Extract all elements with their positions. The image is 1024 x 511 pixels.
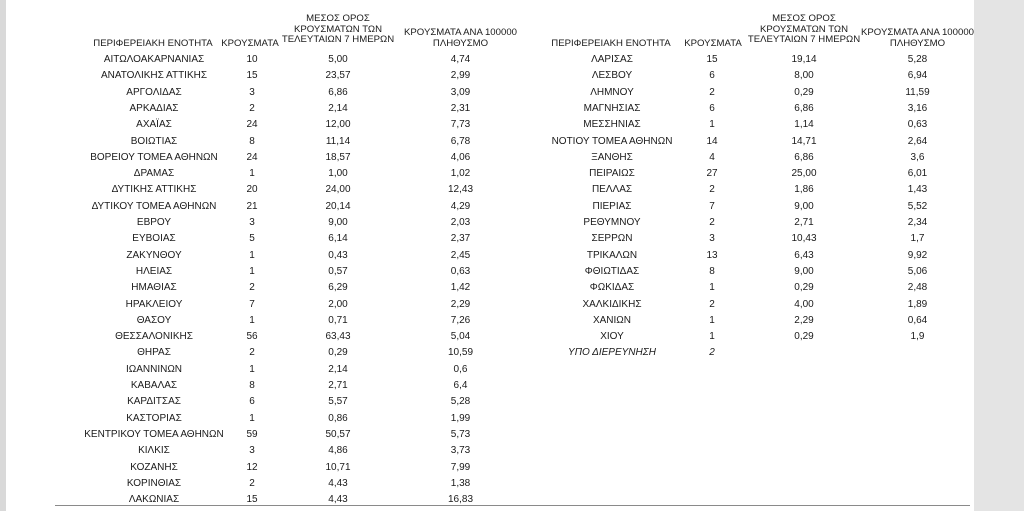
region-cell: ΛΗΜΝΟΥ — [590, 86, 634, 98]
per100k-cell: 0,6 — [453, 363, 468, 375]
table-row — [0, 427, 1024, 443]
cases-cell: 1 — [709, 331, 715, 343]
region-cell: ΕΥΒΟΙΑΣ — [132, 233, 176, 245]
table-row — [0, 68, 1024, 84]
cases-cell: 6 — [709, 102, 715, 114]
avg-cell: 2,14 — [328, 102, 348, 114]
cases-cell: 24 — [246, 119, 258, 131]
region-cell: ΔΡΑΜΑΣ — [133, 168, 175, 180]
region-cell: ΚΕΝΤΡΙΚΟΥ ΤΟΜΕΑ ΑΘΗΝΩΝ — [84, 428, 224, 440]
cases-cell: 21 — [246, 200, 258, 212]
per100k-cell: 1,43 — [907, 184, 928, 196]
avg-cell: 1,86 — [794, 184, 814, 196]
table-row-pending — [0, 345, 1024, 361]
avg-cell: 5,00 — [328, 54, 348, 65]
avg-cell: 50,57 — [325, 428, 351, 440]
region-cell: ΠΙΕΡΙΑΣ — [592, 200, 632, 212]
table-row — [0, 231, 1024, 247]
cases-cell: 2 — [709, 347, 715, 359]
per100k-cell: 6,4 — [453, 380, 468, 391]
per100k-cell: 1,99 — [450, 412, 471, 424]
per100k-cell: 2,64 — [907, 135, 928, 147]
avg-cell: 4,43 — [328, 477, 348, 489]
per100k-cell: 12,43 — [447, 184, 474, 196]
region-cell: ΛΑΚΩΝΙΑΣ — [128, 494, 180, 506]
per100k-cell: 3,6 — [910, 151, 925, 163]
region-cell: ΑΡΚΑΔΙΑΣ — [129, 102, 179, 114]
cases-cell: 1 — [249, 265, 255, 277]
per100k-cell: 7,26 — [450, 314, 471, 326]
per100k-cell: 1,7 — [910, 233, 925, 245]
region-cell: ΛΕΣΒΟΥ — [591, 70, 633, 82]
per100k-cell: 1,42 — [450, 282, 471, 294]
per100k-cell: 2,99 — [450, 70, 471, 82]
avg-cell: 10,43 — [791, 233, 817, 245]
table-row — [0, 329, 1024, 345]
cases-cell: 2 — [709, 86, 715, 98]
table-row — [0, 215, 1024, 231]
cases-cell: 1 — [249, 363, 255, 375]
region-cell: ΔΥΤΙΚΗΣ ΑΤΤΙΚΗΣ — [111, 184, 197, 196]
cases-cell: 2 — [709, 298, 715, 310]
avg-cell: 6,14 — [328, 233, 348, 245]
region-cell: ΝΟΤΙΟΥ ΤΟΜΕΑ ΑΘΗΝΩΝ — [551, 135, 673, 147]
per100k-cell: 3,16 — [907, 102, 928, 114]
region-cell: ΡΕΘΥΜΝΟΥ — [583, 217, 641, 228]
per100k-cell: 2,48 — [907, 282, 928, 294]
avg-cell: 9,00 — [328, 217, 348, 228]
cases-cell: 2 — [249, 347, 255, 359]
region-cell: ΗΡΑΚΛΕΙΟΥ — [125, 298, 183, 310]
cases-cell: 1 — [249, 314, 255, 326]
avg-cell: 0,29 — [794, 331, 814, 343]
region-cell: ΑΙΤΩΛΟΑΚΑΡΝΑΝΙΑΣ — [103, 54, 205, 65]
region-cell: ΛΑΡΙΣΑΣ — [591, 54, 633, 65]
per100k-cell: 6,78 — [450, 135, 471, 147]
per100k-cell: 1,9 — [910, 331, 925, 343]
per100k-cell: 9,92 — [907, 249, 928, 261]
right-header-per100k: ΚΡΟΥΣΜΑΤΑ ΑΝΑ 100000 ΠΛΗΘΥΣΜΟ — [861, 27, 974, 49]
avg-cell: 4,86 — [328, 445, 348, 457]
cases-cell: 59 — [246, 428, 258, 440]
per100k-cell: 5,28 — [450, 396, 471, 408]
cases-cell: 8 — [249, 380, 255, 391]
region-cell: ΜΕΣΣΗΝΙΑΣ — [583, 119, 641, 131]
region-cell: ΕΒΡΟΥ — [136, 217, 172, 228]
region-cell: ΚΟΖΑΝΗΣ — [130, 461, 178, 473]
right-header-avg: ΜΕΣΟΣ ΟΡΟΣ ΚΡΟΥΣΜΑΤΩΝ ΤΩΝ ΤΕΛΕΥΤΑΙΩΝ 7 ΗΜΕΡΩΝ — [747, 13, 861, 46]
right-header-region: ΠΕΡΙΦΕΡΕΙΑΚΗ ΕΝΟΤΗΤΑ — [551, 38, 671, 49]
avg-cell: 14,71 — [791, 135, 817, 147]
per100k-cell: 4,74 — [450, 54, 471, 65]
per100k-cell: 4,29 — [450, 200, 471, 212]
region-cell: ΗΜΑΘΙΑΣ — [131, 282, 177, 294]
cases-cell: 1 — [249, 168, 255, 180]
table-row — [0, 117, 1024, 133]
cases-cell: 2 — [709, 217, 715, 228]
region-cell: ΦΘΙΩΤΙΔΑΣ — [584, 265, 640, 277]
cases-cell: 20 — [246, 184, 258, 196]
cases-cell: 4 — [709, 151, 715, 163]
cases-cell: 3 — [249, 445, 255, 457]
table-row — [0, 264, 1024, 280]
cases-cell: 10 — [246, 54, 258, 65]
table-row — [0, 492, 1024, 508]
cases-cell: 2 — [249, 282, 255, 294]
region-cell: ΒΟΙΩΤΙΑΣ — [130, 135, 178, 147]
cases-cell: 7 — [709, 200, 715, 212]
per100k-cell: 2,34 — [907, 217, 928, 228]
avg-cell: 6,86 — [794, 151, 814, 163]
cases-cell: 8 — [709, 265, 715, 277]
avg-cell: 0,86 — [328, 412, 348, 424]
table-row — [0, 297, 1024, 313]
table-row — [0, 182, 1024, 198]
per100k-cell: 16,83 — [447, 494, 474, 506]
table-row — [0, 460, 1024, 476]
per100k-cell: 0,63 — [450, 265, 471, 277]
avg-cell: 9,00 — [794, 200, 814, 212]
per100k-cell: 1,89 — [907, 298, 928, 310]
cases-cell: 15 — [246, 494, 258, 506]
table-row — [0, 85, 1024, 101]
cases-cell: 2 — [249, 102, 255, 114]
avg-cell: 0,29 — [794, 282, 814, 294]
avg-cell: 23,57 — [325, 70, 351, 82]
region-cell: ΘΕΣΣΑΛΟΝΙΚΗΣ — [115, 331, 193, 343]
cases-cell: 2 — [709, 184, 715, 196]
per100k-cell: 3,73 — [450, 445, 471, 457]
region-cell: ΧΑΝΙΩΝ — [592, 314, 632, 326]
avg-cell: 2,29 — [794, 314, 814, 326]
per100k-cell: 5,28 — [907, 54, 928, 65]
avg-cell: 6,86 — [794, 102, 814, 114]
table-row — [0, 52, 1024, 68]
cases-cell: 3 — [709, 233, 715, 245]
region-cell: ΦΩΚΙΔΑΣ — [589, 282, 635, 294]
avg-cell: 24,00 — [325, 184, 351, 196]
cases-cell: 8 — [249, 135, 255, 147]
region-cell: ΒΟΡΕΙΟΥ ΤΟΜΕΑ ΑΘΗΝΩΝ — [90, 151, 218, 163]
region-cell: ΧΙΟΥ — [600, 331, 624, 343]
avg-cell: 0,43 — [328, 249, 348, 261]
cases-cell: 15 — [706, 54, 718, 65]
per100k-cell: 5,73 — [450, 428, 471, 440]
avg-cell: 63,43 — [325, 331, 351, 343]
avg-cell: 0,71 — [328, 314, 348, 326]
avg-cell: 2,00 — [328, 298, 348, 310]
left-header-cases: ΚΡΟΥΣΜΑΤΑ — [221, 38, 279, 49]
region-cell: ΧΑΛΚΙΔΙΚΗΣ — [582, 298, 642, 310]
table-row — [0, 378, 1024, 394]
cases-cell: 2 — [249, 477, 255, 489]
cases-cell: 15 — [246, 70, 258, 82]
per100k-cell: 0,64 — [907, 314, 928, 326]
region-cell: ΚΑΒΑΛΑΣ — [130, 380, 178, 391]
region-cell: ΙΩΑΝΝΙΝΩΝ — [125, 363, 183, 375]
table-row — [0, 280, 1024, 296]
left-header-per100k: ΚΡΟΥΣΜΑΤΑ ΑΝΑ 100000 ΠΛΗΘΥΣΜΟ — [404, 27, 517, 49]
table-row — [0, 443, 1024, 459]
per100k-cell: 1,38 — [450, 477, 471, 489]
left-header-avg: ΜΕΣΟΣ ΟΡΟΣ ΚΡΟΥΣΜΑΤΩΝ ΤΩΝ ΤΕΛΕΥΤΑΙΩΝ 7 ΗΜΕΡΩΝ — [281, 13, 395, 46]
region-cell: ΚΙΛΚΙΣ — [138, 445, 170, 457]
per100k-cell: 2,31 — [450, 102, 471, 114]
per100k-cell: 7,99 — [450, 461, 471, 473]
table-row — [0, 150, 1024, 166]
per100k-cell: 2,45 — [450, 249, 471, 261]
avg-cell: 2,71 — [328, 380, 348, 391]
avg-cell: 1,00 — [328, 168, 348, 180]
table-row — [0, 476, 1024, 492]
region-cell: ΚΟΡΙΝΘΙΑΣ — [126, 477, 182, 489]
avg-cell: 4,00 — [794, 298, 814, 310]
table-row — [0, 166, 1024, 182]
table-row — [0, 248, 1024, 264]
cases-cell: 6 — [249, 396, 255, 408]
per100k-cell: 1,02 — [450, 168, 471, 180]
avg-cell: 10,71 — [325, 461, 351, 473]
avg-cell: 0,57 — [328, 265, 348, 277]
per100k-cell: 11,59 — [905, 86, 930, 98]
table-row — [0, 199, 1024, 215]
avg-cell: 5,57 — [328, 396, 348, 408]
cases-cell: 13 — [706, 249, 718, 261]
avg-cell: 25,00 — [791, 168, 817, 180]
cases-cell: 1 — [709, 119, 715, 131]
per100k-cell: 7,73 — [450, 119, 471, 131]
avg-cell: 6,86 — [328, 86, 348, 98]
region-cell: ΑΡΓΟΛΙΔΑΣ — [126, 86, 182, 98]
avg-cell: 0,29 — [794, 86, 814, 98]
region-cell: ΑΝΑΤΟΛΙΚΗΣ ΑΤΤΙΚΗΣ — [100, 70, 208, 82]
per100k-cell: 3,09 — [450, 86, 471, 98]
cases-cell: 24 — [246, 151, 258, 163]
avg-cell: 8,00 — [794, 70, 814, 82]
avg-cell: 1,14 — [794, 119, 814, 131]
avg-cell: 20,14 — [325, 200, 351, 212]
table-row — [0, 394, 1024, 410]
cases-cell: 6 — [709, 70, 715, 82]
per100k-cell: 5,52 — [907, 200, 928, 212]
per100k-cell: 0,63 — [907, 119, 928, 131]
per100k-cell: 10,59 — [447, 347, 474, 359]
cases-cell: 27 — [706, 168, 718, 180]
table-row — [0, 411, 1024, 427]
cases-cell: 1 — [249, 249, 255, 261]
per100k-cell: 6,94 — [907, 70, 928, 82]
avg-cell: 4,43 — [328, 494, 348, 506]
table-row — [0, 101, 1024, 117]
avg-cell: 2,71 — [794, 217, 814, 228]
region-cell: ΥΠΟ ΔΙΕΡΕΥΝΗΣΗ — [568, 347, 656, 359]
avg-cell: 11,14 — [325, 135, 351, 147]
region-cell: ΞΑΝΘΗΣ — [591, 151, 633, 163]
avg-cell: 2,14 — [328, 363, 348, 375]
region-cell: ΑΧΑΪΑΣ — [136, 119, 172, 131]
avg-cell: 18,57 — [325, 151, 351, 163]
region-cell: ΚΑΣΤΟΡΙΑΣ — [126, 412, 182, 424]
region-cell: ΠΕΙΡΑΙΩΣ — [589, 168, 635, 180]
avg-cell: 12,00 — [325, 119, 351, 131]
avg-cell: 9,00 — [794, 265, 814, 277]
table-row — [0, 362, 1024, 378]
avg-cell: 0,29 — [328, 347, 348, 359]
region-cell: ΠΕΛΛΑΣ — [591, 184, 633, 196]
per100k-cell: 6,01 — [907, 168, 928, 180]
region-cell: ΘΗΡΑΣ — [137, 347, 171, 359]
cases-cell: 1 — [709, 282, 715, 294]
cases-cell: 3 — [249, 217, 255, 228]
region-cell: ΖΑΚΥΝΘΟΥ — [126, 249, 182, 261]
cases-cell: 3 — [249, 86, 255, 98]
right-header-cases: ΚΡΟΥΣΜΑΤΑ — [684, 38, 742, 49]
cases-cell: 7 — [249, 298, 255, 310]
avg-cell: 6,43 — [794, 249, 814, 261]
cases-cell: 1 — [709, 314, 715, 326]
cases-cell: 1 — [249, 412, 255, 424]
region-cell: ΚΑΡΔΙΤΣΑΣ — [127, 396, 181, 408]
per100k-cell: 5,06 — [907, 265, 928, 277]
cases-cell: 12 — [246, 461, 258, 473]
table-row — [0, 134, 1024, 150]
region-cell: ΘΑΣΟΥ — [136, 314, 172, 326]
cases-cell: 5 — [249, 233, 255, 245]
avg-cell: 19,14 — [791, 54, 817, 65]
per100k-cell: 2,37 — [450, 233, 471, 245]
region-cell: ΤΡΙΚΑΛΩΝ — [586, 249, 638, 261]
cases-cell: 56 — [246, 331, 258, 343]
region-cell: ΣΕΡΡΩΝ — [591, 233, 633, 245]
per100k-cell: 2,03 — [450, 217, 471, 228]
table-row — [0, 313, 1024, 329]
per100k-cell: 5,04 — [450, 331, 471, 343]
region-cell: ΜΑΓΝΗΣΙΑΣ — [583, 102, 641, 114]
cases-cell: 14 — [706, 135, 718, 147]
avg-cell: 6,29 — [328, 282, 348, 294]
region-cell: ΔΥΤΙΚΟΥ ΤΟΜΕΑ ΑΘΗΝΩΝ — [91, 200, 217, 212]
per100k-cell: 2,29 — [450, 298, 471, 310]
per100k-cell: 4,06 — [450, 151, 471, 163]
region-cell: ΗΛΕΙΑΣ — [135, 265, 173, 277]
left-header-region: ΠΕΡΙΦΕΡΕΙΑΚΗ ΕΝΟΤΗΤΑ — [93, 38, 213, 49]
